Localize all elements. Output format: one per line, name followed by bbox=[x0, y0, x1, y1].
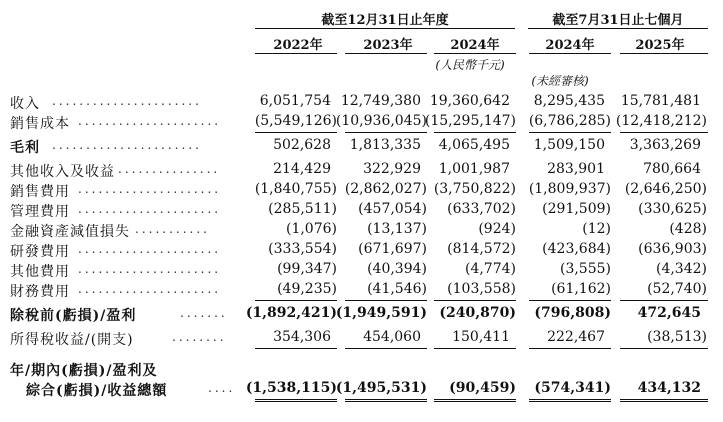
total-value: (574,341) bbox=[534, 380, 611, 396]
row-label: 其他費用 bbox=[10, 264, 70, 280]
cell-value: (1,809,937) bbox=[528, 181, 611, 197]
cell-value: 472,645 bbox=[637, 305, 701, 321]
subtotal-rule bbox=[620, 300, 708, 301]
subtotal-rule bbox=[620, 132, 708, 133]
total-double-rule bbox=[529, 399, 611, 402]
row-label: 研發費用 bbox=[10, 244, 70, 260]
header-group-seven-months: 截至7月31日止七個月 bbox=[552, 13, 684, 28]
cell-value: (2,646,250) bbox=[624, 181, 707, 197]
year-header: 2025年 bbox=[635, 38, 685, 53]
cell-value: (924) bbox=[478, 221, 516, 237]
cell-value: (13,137) bbox=[367, 221, 427, 237]
year-header: 2024年 bbox=[450, 38, 500, 53]
subtotal-rule bbox=[620, 348, 708, 349]
cell-value: (291,509) bbox=[542, 201, 611, 217]
subtotal-rule bbox=[434, 348, 516, 349]
leader-dots: ........ bbox=[172, 330, 227, 344]
cell-value: (285,511) bbox=[268, 201, 337, 217]
cell-value: (1,892,421) bbox=[245, 305, 337, 321]
cell-value: 19,360,642 bbox=[429, 93, 510, 109]
header-group-years: 截至12月31日止年度 bbox=[321, 13, 449, 28]
cell-value: (1,949,591) bbox=[335, 305, 427, 321]
row-label: 毛利 bbox=[10, 140, 40, 156]
row-label: 銷售費用 bbox=[10, 184, 70, 200]
cell-value: (671,697) bbox=[358, 241, 427, 257]
total-double-rule bbox=[620, 399, 708, 402]
cell-value: (12) bbox=[582, 221, 611, 237]
cell-value: 4,065,495 bbox=[438, 137, 510, 153]
cell-value: (814,572) bbox=[447, 241, 516, 257]
cell-value: (38,513) bbox=[647, 329, 707, 345]
leader-dots: ..................... bbox=[78, 114, 222, 128]
subtotal-rule bbox=[255, 300, 337, 301]
header-group-rule bbox=[255, 28, 515, 29]
leader-dots: ....... bbox=[180, 306, 228, 320]
cell-value: 3,363,269 bbox=[629, 137, 701, 153]
cell-value: 322,929 bbox=[363, 161, 421, 177]
cell-value: 780,664 bbox=[643, 161, 701, 177]
cell-value: (41,546) bbox=[367, 281, 427, 297]
cell-value: 8,295,435 bbox=[533, 93, 605, 109]
leader-dots: ..................... bbox=[78, 262, 222, 276]
total-label-line1: 年/期內(虧損)/盈利及 bbox=[10, 363, 158, 379]
year-rule bbox=[345, 53, 427, 54]
row-label: 銷售成本 bbox=[10, 116, 70, 132]
total-label-line2: 綜合(虧損)/收益總額 bbox=[26, 383, 168, 399]
subtotal-rule bbox=[255, 132, 337, 133]
currency-note: (人民幣千元) bbox=[435, 58, 505, 72]
cell-value: (2,862,027) bbox=[344, 181, 427, 197]
cell-value: 150,411 bbox=[452, 329, 510, 345]
total-double-rule bbox=[434, 399, 516, 402]
cell-value: (10,936,045) bbox=[335, 113, 427, 129]
leader-dots: ........... bbox=[135, 222, 210, 236]
year-header: 2023年 bbox=[363, 38, 413, 53]
cell-value: (1,076) bbox=[285, 221, 337, 237]
cell-value: (3,750,822) bbox=[433, 181, 516, 197]
row-label: 收入 bbox=[10, 96, 40, 112]
cell-value: 354,306 bbox=[273, 329, 331, 345]
subtotal-rule bbox=[529, 348, 611, 349]
leader-dots: .... bbox=[208, 381, 236, 395]
cell-value: (796,808) bbox=[534, 305, 611, 321]
subtotal-rule bbox=[529, 132, 611, 133]
cell-value: 12,749,380 bbox=[340, 93, 421, 109]
cell-value: 1,001,987 bbox=[438, 161, 510, 177]
row-label: 財務費用 bbox=[10, 284, 70, 300]
total-double-rule bbox=[345, 399, 427, 402]
cell-value: (1,840,755) bbox=[254, 181, 337, 197]
cell-value: (5,549,126) bbox=[254, 113, 337, 129]
subtotal-rule bbox=[434, 132, 516, 133]
subtotal-rule bbox=[255, 348, 337, 349]
row-label: 金融資產減值損失 bbox=[10, 224, 130, 240]
total-value: (1,495,531) bbox=[335, 380, 427, 396]
cell-value: (15,295,147) bbox=[424, 113, 516, 129]
cell-value: (103,558) bbox=[447, 281, 516, 297]
cell-value: (240,870) bbox=[439, 305, 516, 321]
year-header: 2022年 bbox=[273, 38, 323, 53]
cell-value: 502,628 bbox=[273, 137, 331, 153]
year-rule bbox=[434, 53, 516, 54]
leader-dots: ............... bbox=[118, 162, 221, 176]
cell-value: (4,774) bbox=[464, 261, 516, 277]
header-group-rule bbox=[528, 28, 708, 29]
row-label: 管理費用 bbox=[10, 204, 70, 220]
year-rule bbox=[620, 53, 708, 54]
leader-dots: ...................... bbox=[52, 94, 202, 108]
cell-value: (636,903) bbox=[638, 241, 707, 257]
cell-value: (12,418,212) bbox=[615, 113, 707, 129]
cell-value: (99,347) bbox=[277, 261, 337, 277]
cell-value: (457,054) bbox=[358, 201, 427, 217]
leader-dots: ..................... bbox=[78, 282, 222, 296]
cell-value: 454,060 bbox=[363, 329, 421, 345]
year-header: 2024年 bbox=[545, 38, 595, 53]
cell-value: (61,162) bbox=[551, 281, 611, 297]
subtotal-rule bbox=[345, 132, 427, 133]
cell-value: (333,554) bbox=[268, 241, 337, 257]
cell-value: (6,786,285) bbox=[528, 113, 611, 129]
cell-value: (40,394) bbox=[367, 261, 427, 277]
total-double-rule bbox=[255, 399, 337, 402]
leader-dots: ..................... bbox=[78, 202, 222, 216]
cell-value: (428) bbox=[669, 221, 707, 237]
subtotal-rule bbox=[345, 300, 427, 301]
cell-value: (633,702) bbox=[447, 201, 516, 217]
year-rule bbox=[529, 53, 611, 54]
cell-value: 6,051,754 bbox=[259, 93, 331, 109]
cell-value: (330,625) bbox=[638, 201, 707, 217]
total-value: 434,132 bbox=[637, 380, 701, 396]
cell-value: 214,429 bbox=[273, 161, 331, 177]
cell-value: 283,901 bbox=[547, 161, 605, 177]
cell-value: (3,555) bbox=[559, 261, 611, 277]
cell-value: 15,781,481 bbox=[620, 93, 701, 109]
total-value: (90,459) bbox=[449, 380, 516, 396]
subtotal-rule bbox=[529, 300, 611, 301]
cell-value: (4,342) bbox=[655, 261, 707, 277]
leader-dots: ..................... bbox=[78, 182, 222, 196]
cell-value: 1,813,335 bbox=[349, 137, 421, 153]
subtotal-rule bbox=[345, 348, 427, 349]
cell-value: 222,467 bbox=[547, 329, 605, 345]
cell-value: (423,684) bbox=[542, 241, 611, 257]
year-rule bbox=[255, 53, 337, 54]
subtotal-rule bbox=[434, 300, 516, 301]
cell-value: 1,509,150 bbox=[533, 137, 605, 153]
cell-value: (52,740) bbox=[647, 281, 707, 297]
cell-value: (49,235) bbox=[277, 281, 337, 297]
total-value: (1,538,115) bbox=[245, 380, 337, 396]
leader-dots: ..................... bbox=[78, 242, 222, 256]
unaudited-note: (未經審核) bbox=[531, 74, 589, 88]
row-label: 所得稅收益/(開支) bbox=[10, 332, 134, 348]
row-label: 其他收入及收益 bbox=[10, 164, 115, 180]
row-label: 除稅前(虧損)/盈利 bbox=[10, 308, 137, 324]
leader-dots: ...................... bbox=[52, 138, 202, 152]
